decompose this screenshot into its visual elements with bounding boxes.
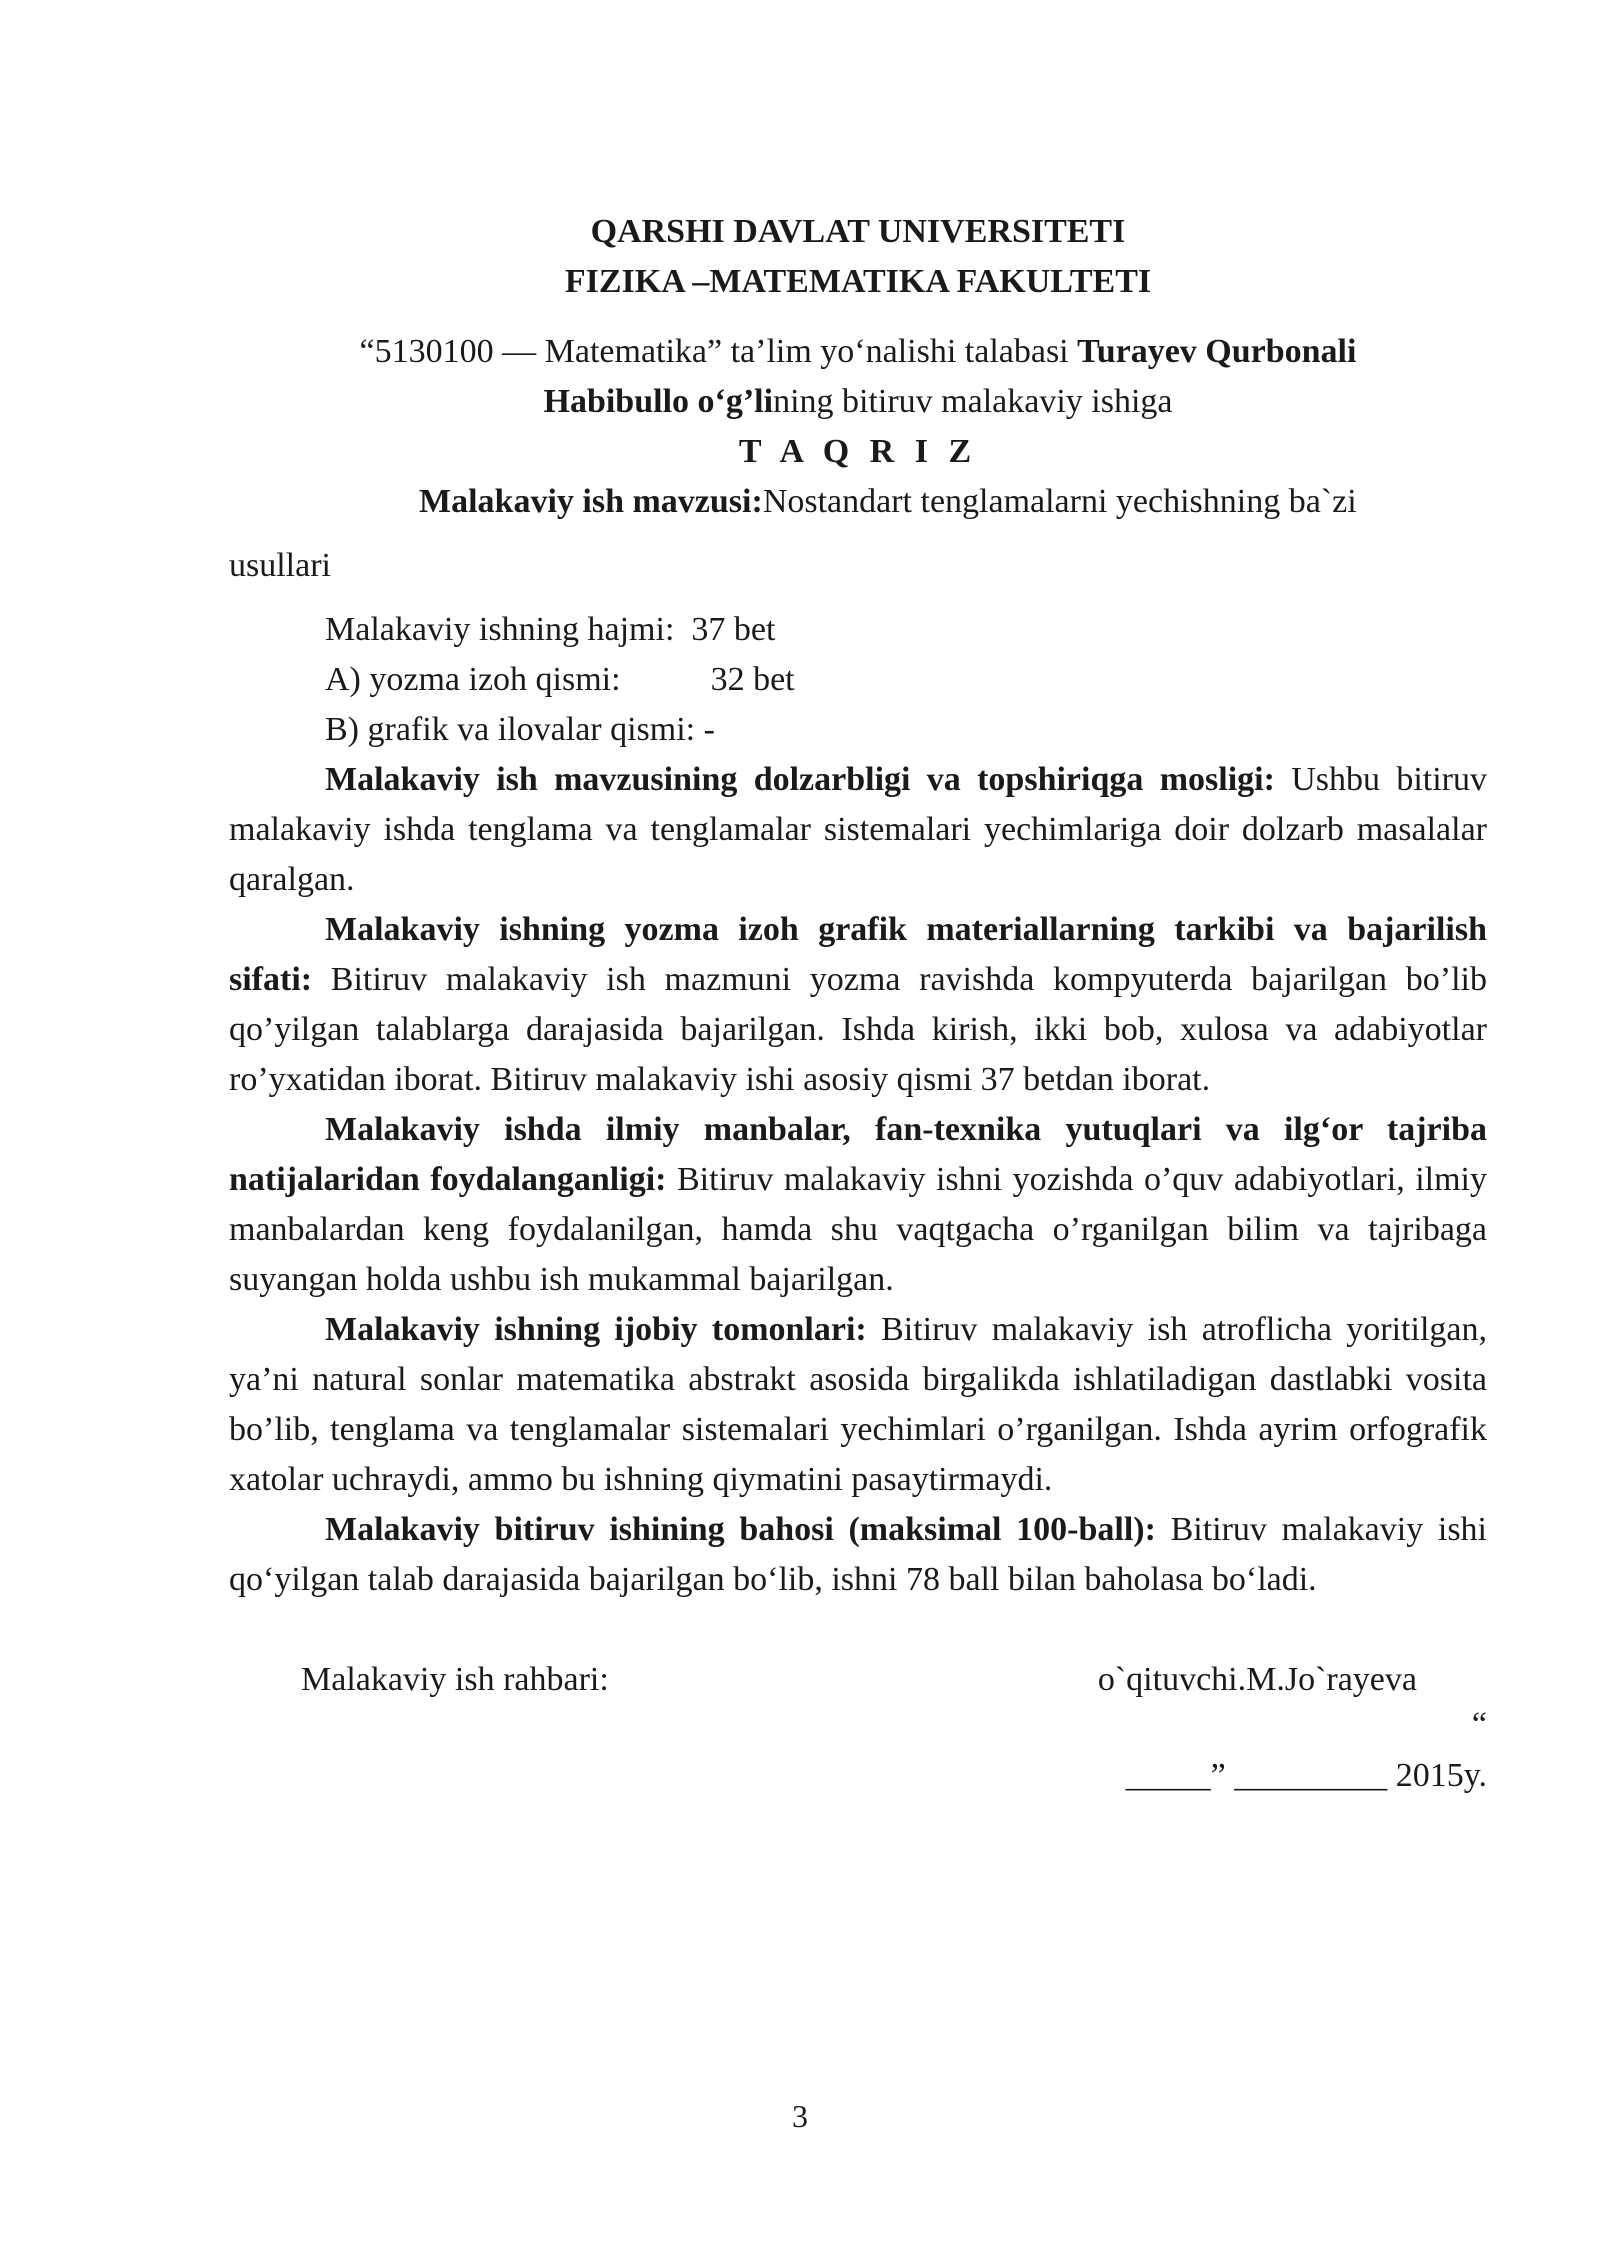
section-text: Bitiruv malakaviy ish atroflicha yoritilgan, ya’ni natural sonlar matematika abstrakt asosida birgalikda ishlatiladigan dastlabki vosita bo’lib, tenglama va tenglamalar sistemalari yechimlari o’rganilgan. Ishda ayrim orfografik xatolar uchraydi, ammo bu ishning qiymatini pasaytirmaydi. [229,1311,1487,1498]
intro-suffix: ning bitiruv malakaviy ishiga [773,383,1173,420]
volume-written [325,655,1487,705]
section-heading: Malakaviy ishda ilmiy manbalar, fan-texnika yutuqlari va ilg‘or tajriba natijalaridan foydalanganligi: [229,1111,1487,1198]
section-text: Bitiruv malakaviy ish mazmuni yozma ravishda kompyuterda bajarilgan bo’lib qo’yilgan talablarga darajasida bajarilgan. Ishda kirish, ikki bob, xulosa va adabiyotlar ro’yxatidan iborat. Bitiruv malakaviy ishi asosiy qismi 37 betdan iborat. [229,961,1487,1098]
intro-prefix: “5130100 — Matematika” ta’lim yo‘nalishi talabasi [359,333,1078,370]
section-text: Bitiruv malakaviy ishni yozishda o’quv adabiyotlari, ilmiy manbalardan keng foydalanilgan, hamda shu vaqtgacha o’rganilgan bilim va tajribaga suyangan holda ushbu ish mukammal bajarilgan. [229,1161,1488,1298]
supervisor-name: o`qituvchi.M.Jo`rayeva [1097,1661,1417,1698]
volume-total-label: Malakaviy ishning hajmi: [325,611,675,648]
topic-text: Nostandart tenglamalarni yechishning ba`zi [762,483,1357,520]
signature-date: _____” _________ 2015y. [1125,1757,1487,1794]
volume-total-value: 37 bet [691,611,776,648]
section-quality [229,905,1487,1105]
section-text: Ushbu bitiruv malakaviy ishda tenglama va tenglamalar sistemalari yechimlariga doir dolzarb masalalar qaralgan. [229,761,1488,898]
volume-block [229,605,1487,755]
section-heading: Malakaviy bitiruv ishining bahosi (maksimal 100-ball): [325,1511,1156,1548]
topic-line [229,477,1487,527]
student-name-second: Habibullo o‘g’li [543,383,774,420]
section-sources [229,1105,1487,1305]
page-number: 3 [792,2098,808,2134]
date-quote-mark: “ [1471,1706,1487,1743]
signature-row [229,1655,1487,1705]
section-positive [229,1305,1487,1505]
document-title: T A Q R I Z [738,433,978,470]
section-text: Bitiruv malakaviy ishi qo‘yilgan talab darajasida bajarilgan bo‘lib, ishni 78 ball bilan baholasa bo‘ladi. [229,1511,1487,1598]
topic-label: Malakaviy ish mavzusi: [419,483,763,520]
volume-written-value: 32 bet [710,661,795,698]
university-name: QARSHI DAVLAT UNIVERSITETI [590,213,1126,250]
section-relevance [229,755,1487,905]
topic-continuation: usullari [229,547,331,584]
volume-total [325,605,1487,655]
student-name-first: Turayev Qurbonali [1077,333,1357,370]
section-heading: Malakaviy ish mavzusining dolzarbligi va topshiriqga mosligi: [325,761,1275,798]
document-body [229,195,1487,1801]
section-heading: Malakaviy ishning ijobiy tomonlari: [325,1311,867,1348]
intro-line [229,327,1487,427]
section-grade [229,1505,1487,1605]
volume-written-label: A) yozma izoh qismi: [325,661,621,698]
supervisor-label: Malakaviy ish rahbari: [301,1661,609,1698]
faculty-name: FIZIKA –MATEMATIKA FAKULTETI [564,263,1152,300]
volume-graphic: B) grafik va ilovalar qismi: - [325,711,715,748]
section-heading: Malakaviy ishning yozma izoh grafik materiallarning tarkibi va bajarilish sifati: [229,911,1487,998]
